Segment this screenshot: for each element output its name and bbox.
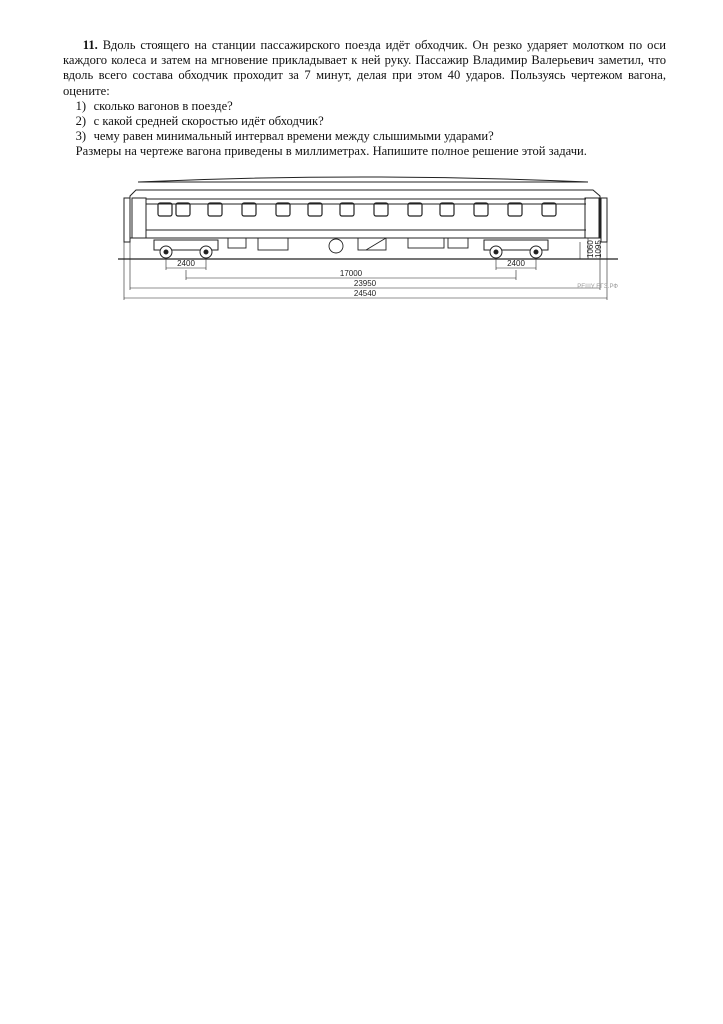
bogie-right — [484, 240, 548, 258]
question-text: сколько вагонов в поезде? — [93, 98, 233, 113]
end-door-left — [132, 198, 146, 238]
dim-bogie-centers: 17000 — [339, 269, 363, 278]
problem-statement — [63, 38, 666, 99]
question-number: 2) — [75, 114, 87, 129]
car-body — [130, 190, 600, 238]
dim-total: 24540 — [353, 289, 377, 298]
note-text: Размеры на чертеже вагона приведены в миллиметрах. Напишите полное решение этой задачи. — [75, 144, 587, 159]
statement-text: Вдоль стоящего на станции пассажирского поезда идёт обходчик. Он резко ударяет молотком по оси каждого колеса и затем на мгновение прикладывает к ней руку. Пассажир Владимир Валерьевич заметил, что вдоль всего состава обходчик проходит за 7 минут, делая при этом 40 ударов. Пользуясь чертежом вагона, оцените: — [63, 38, 667, 98]
question-item — [63, 99, 666, 114]
dim-bogie-right: 2400 — [507, 259, 525, 268]
end-door-right — [585, 198, 599, 238]
question-text: с какой средней скоростью идёт обходчик? — [93, 114, 324, 129]
dim-bogie-left: 2400 — [177, 259, 195, 268]
question-number: 1) — [75, 98, 87, 113]
dim-height-1: 1060 — [586, 240, 595, 258]
dim-height-2: 1095 — [594, 240, 603, 258]
railcar-drawing — [118, 168, 618, 308]
question-item — [63, 114, 666, 129]
underframe-equipment — [228, 238, 468, 253]
problem-text — [63, 38, 666, 160]
dim-frame: 23950 — [353, 279, 377, 288]
question-item — [63, 129, 666, 144]
car-windows — [158, 203, 556, 216]
problem-note — [63, 144, 666, 159]
question-text: чему равен минимальный интервал времени между слышимыми ударами? — [93, 129, 494, 144]
watermark: РЕШУ ЕГЭ.РФ — [577, 284, 618, 290]
problem-number: 11. — [82, 38, 98, 52]
question-number: 3) — [75, 129, 87, 144]
bogie-left — [154, 240, 218, 258]
